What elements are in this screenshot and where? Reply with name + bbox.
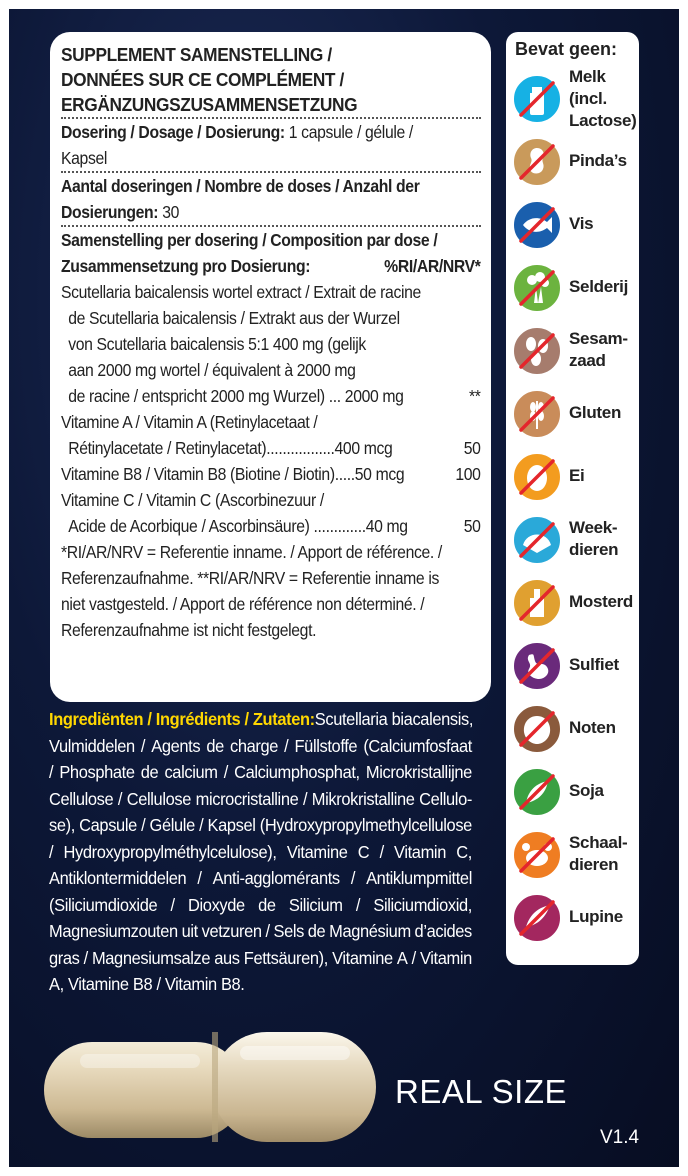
composition-row [61,331,482,357]
composition-row-value: 50 [463,438,481,458]
composition-row-value: 100 [455,464,481,484]
doses-section [61,171,481,225]
ingredients-line: gras / Magnesiumsalze aus Fettsäuren), Vitamine A / Vitamin [49,947,472,968]
ingredients-line: Magnesiumzouten uit vetzuren / Sels de Magnésium d’acides [49,921,472,941]
ingredients-line: / Hydroxypropylméthylcelulose), Vitamine C / Vitamin C, [49,841,472,862]
ingredients-line: A, Vitamine B8 / Vitamin B8. [49,974,245,994]
composition-row [61,461,482,487]
allergen-label: Melk (incl. Lactose) [569,67,637,130]
egg-icon [512,452,562,502]
allergen-title: Bevat geen: [515,39,618,59]
footnote-line: Referenzaufnahme. **RI/AR/NRV = Referentie inname is [61,568,439,588]
allergen-label: Schaal- dieren [569,833,628,874]
composition-row-text: von Scutellaria baicalensis 5:1 400 mg (gelijk [68,334,366,354]
mustard-icon [512,578,562,628]
composition-row-text: aan 2000 mg wortel / équivalent à 2000 mg [68,360,356,380]
composition-row [61,487,482,513]
composition-heading: Samenstelling per dosering / Composition par dose / [61,230,438,250]
ingredients-line: / Phosphate de calcium / Calciumphosphat, Microkristallijne [49,762,472,782]
ingredients-first-line: Scutellaria biacalensis, [314,709,474,729]
allergen-label: Mosterd [569,592,634,611]
allergen-label: Ei [569,466,585,485]
footnote-line: *RI/AR/NRV = Referentie inname. / Apport de référence. / [61,542,442,562]
dosage-value: 1 capsule / gélule / [288,122,413,142]
composition-row [61,409,482,435]
composition-row-text: Vitamine A / Vitamin A (Retinylacetaat / [61,412,318,432]
ingredients-label: Ingrediënten / Ingrédients / Zutaten: [49,709,315,729]
composition-row-value [445,305,481,331]
crab-icon [512,830,562,880]
wheat-icon [512,389,562,439]
composition-row-value: ** [469,386,481,406]
dosage-value-2: Kapsel [61,148,107,168]
lupin-icon [512,893,562,943]
composition-row-value [445,331,481,357]
composition-heading-2: Zusammensetzung pro Dosierung: [61,256,311,276]
composition-row-value [445,279,481,305]
allergen-label: Noten [569,718,616,737]
capsule-image [40,1028,378,1146]
facts-title [61,42,481,117]
ingredients-line: se), Capsule / Gélule / Kapsel (Hydroxypropylmethylcellulose [49,815,472,835]
sesame-icon [512,326,562,376]
composition-row-value [445,487,481,513]
ingredients-text [49,706,472,998]
nut-icon [512,704,562,754]
supplement-facts-panel [50,32,491,702]
footnote-line: niet vastgesteld. / Apport de référence non déterminé. / [61,594,425,614]
composition-row-text: Vitamine C / Vitamin C (Ascorbinezuur / [61,490,324,510]
composition-rows [61,279,481,539]
doses-label: Aantal doseringen / Nombre de doses / Anzahl der [61,176,420,196]
version-label: V1.4 [600,1127,640,1148]
composition-row [61,279,482,305]
composition-row [61,435,482,461]
ingredients-line: Vulmiddelen / Agents de charge / Füllstoffe (Calciumfosfaat [49,735,472,756]
milk-bottle-icon [512,74,562,124]
allergen-label: Lupine [569,907,623,926]
facts-title-line: DONNÉES SUR CE COMPLÉMENT / [61,69,344,90]
allergen-label: Soja [569,781,604,800]
facts-title-line: SUPPLEMENT SAMENSTELLING / [61,44,332,65]
ingredients-line: Antiklontermiddelen / Anti-agglomérants / Antiklumpmittel [49,868,472,888]
doses-value: 30 [162,202,180,222]
shell-icon [512,515,562,565]
real-size-label: REAL SIZE [395,1073,567,1110]
composition-row-text: Scutellaria baicalensis wortel extract / Extrait de racine [61,282,421,302]
composition-row-value [445,409,481,435]
dosage-section [61,117,481,171]
composition-row [61,513,482,539]
composition-row-text: Rétinylacetate / Retinylacetat).................400 mcg [68,438,393,458]
allergen-label: Sulfiet [569,655,619,674]
doses-label-2: Dosierungen: [61,202,159,222]
soy-icon [512,767,562,817]
peanut-icon [512,137,562,187]
allergen-label: Gluten [569,403,622,422]
allergen-label: Sesam- zaad [569,329,628,370]
ingredients-line: (Siliciumdioxide / Dioxyde de Silicium / Siliciumdioxid, [49,894,472,915]
allergen-label: Vis [569,214,594,233]
composition-row-text: Acide de Acorbique / Ascorbinsäure) .............40 mg [68,516,408,536]
allergen-label: Pinda’s [569,151,627,170]
dosage-label: Dosering / Dosage / Dosierung: [61,122,285,142]
composition-row-text: Vitamine B8 / Vitamin B8 (Biotine / Biotin).....50 mcg [61,464,405,484]
allergen-label: Week- dieren [569,518,619,559]
composition-column-header: %RI/AR/NRV* [384,256,481,276]
composition-row-value: 50 [463,516,481,536]
composition-row [61,305,482,331]
fish-icon [512,200,562,250]
composition-row [61,383,482,409]
composition-row-text: de Scutellaria baicalensis / Extrakt aus der Wurzel [68,308,400,328]
ingredients-lines [49,733,472,998]
sulphite-icon [512,641,562,691]
facts-title-line: ERGÄNZUNGSZUSAMMENSETZUNG [61,94,358,115]
footnotes [61,539,481,643]
composition-row [61,357,482,383]
composition-row-text: de racine / entspricht 2000 mg Wurzel) ... 2000 mg [68,386,404,406]
allergen-panel [506,32,639,965]
allergen-label: Selderij [569,277,629,296]
composition-section [61,225,481,643]
footnote-line: Referenzaufnahme ist nicht festgelegt. [61,620,317,640]
ingredients-line: Cellulose / Cellulose microcristalline / Mikrokristalline Cellulo- [49,788,472,809]
celery-icon [512,263,562,313]
composition-row-value [445,357,481,383]
